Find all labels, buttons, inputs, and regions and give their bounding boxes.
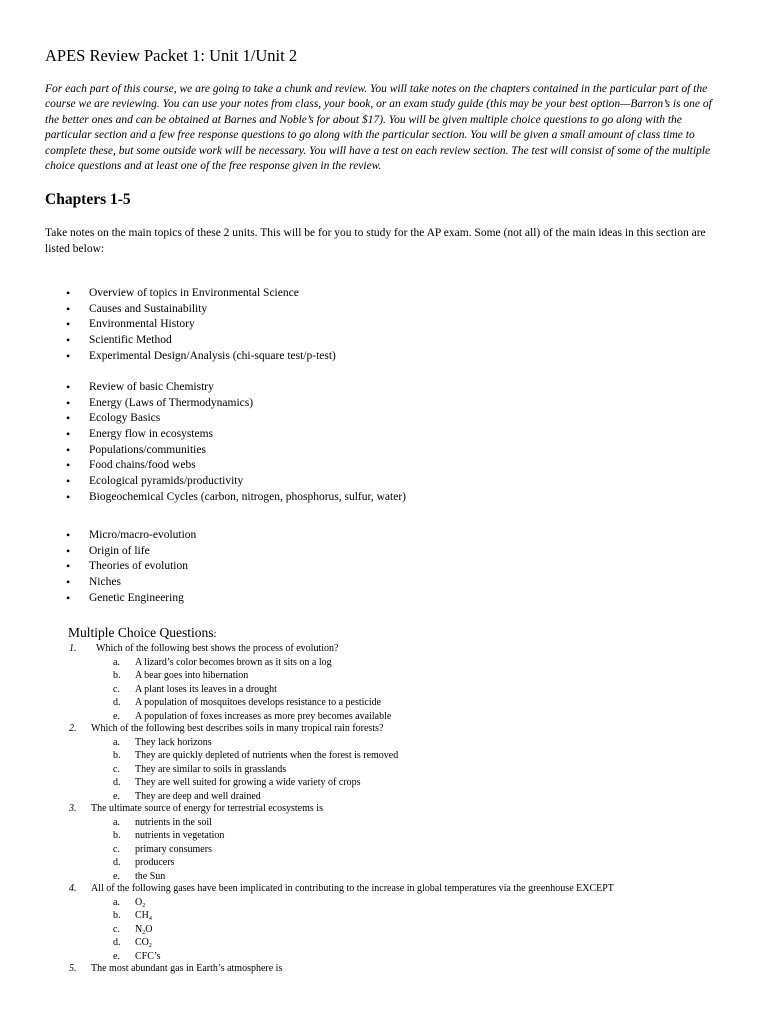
option-text: A bear goes into hibernation xyxy=(135,670,249,682)
question-1-options xyxy=(113,656,391,723)
option-text: nutrients in the soil xyxy=(135,817,212,828)
list-item: • Genetic Engineering xyxy=(66,591,196,607)
question-number: 1. xyxy=(69,643,77,654)
question-text: All of the following gases have been implicated in contributing to the increase in global temperatures via the greenhouse EXCEPT xyxy=(91,883,614,894)
option-text: nutrients in vegetation xyxy=(135,830,225,842)
list-item: • Biogeochemical Cycles (carbon, nitrogen, phosphorus, sulfur, water) xyxy=(66,490,406,506)
answer-option xyxy=(113,749,398,762)
list-item: • Ecology Basics xyxy=(66,411,406,427)
option-letter: b. xyxy=(113,750,121,762)
question-2-options xyxy=(113,736,398,803)
formula-base: CO xyxy=(135,937,149,949)
question-text: The ultimate source of energy for terrestrial ecosystems is xyxy=(91,803,323,814)
option-letter: b. xyxy=(113,910,121,922)
answer-option xyxy=(113,776,398,789)
answer-option xyxy=(113,843,224,856)
option-letter: a. xyxy=(113,737,120,748)
option-letter: a. xyxy=(113,897,120,908)
option-text: A population of foxes increases as more prey becomes available xyxy=(135,710,392,722)
answer-option xyxy=(113,710,391,723)
option-letter: d. xyxy=(113,857,121,869)
answer-option xyxy=(113,829,224,842)
list-item: • Origin of life xyxy=(66,544,196,560)
list-item: • Energy (Laws of Thermodynamics) xyxy=(66,396,406,412)
option-text: They are quickly depleted of nutrients when the forest is removed xyxy=(135,750,399,762)
answer-option xyxy=(113,856,224,869)
topic-list-1 xyxy=(66,286,336,364)
formula-subscript: 2 xyxy=(142,929,146,936)
formula-subscript: 4 xyxy=(148,916,152,923)
list-item: • Energy flow in ecosystems xyxy=(66,427,406,443)
question-number: 4. xyxy=(69,883,77,894)
list-item: • Micro/macro-evolution xyxy=(66,528,196,544)
option-letter: e. xyxy=(113,790,120,802)
question-4-options xyxy=(113,896,161,963)
answer-option xyxy=(113,936,161,949)
question-text: The most abundant gas in Earth’s atmosphere is xyxy=(91,963,283,974)
option-letter: e. xyxy=(113,710,120,722)
answer-option xyxy=(113,950,161,963)
question-number: 2. xyxy=(69,723,77,734)
list-item: • Causes and Sustainability xyxy=(66,302,336,318)
option-text: A lizard’s color becomes brown as it sits on a log xyxy=(135,657,332,668)
answer-option xyxy=(113,736,398,749)
option-letter: c. xyxy=(113,683,120,695)
formula-base: CH xyxy=(135,910,149,922)
answer-option xyxy=(113,696,391,709)
topic-list-3 xyxy=(66,528,196,606)
answer-option xyxy=(113,790,398,803)
option-letter: c. xyxy=(113,843,120,855)
answer-option xyxy=(113,923,161,936)
list-item: • Experimental Design/Analysis (chi-square test/p-test) xyxy=(66,349,336,365)
option-letter: d. xyxy=(113,777,121,789)
option-text: A plant loses its leaves in a drought xyxy=(135,683,277,695)
answer-option xyxy=(113,683,391,696)
question-number: 5. xyxy=(69,963,77,974)
option-letter: c. xyxy=(113,763,120,775)
list-item: • Ecological pyramids/productivity xyxy=(66,474,406,490)
answer-option xyxy=(113,896,161,909)
answer-option xyxy=(113,656,391,669)
list-item: • Overview of topics in Environmental Science xyxy=(66,286,336,302)
list-item: • Scientific Method xyxy=(66,333,336,349)
list-item: • Niches xyxy=(66,575,196,591)
formula-base: O xyxy=(135,897,143,908)
mc-heading-text: Multiple Choice Questions xyxy=(68,625,214,640)
option-letter: a. xyxy=(113,817,120,828)
option-text: They are similar to soils in grasslands xyxy=(135,763,287,775)
option-text: They are deep and well drained xyxy=(135,790,261,802)
list-item: • Theories of evolution xyxy=(66,559,196,575)
option-text: the Sun xyxy=(135,870,166,882)
list-item: • Review of basic Chemistry xyxy=(66,380,406,396)
answer-option xyxy=(113,870,224,883)
formula-base: N xyxy=(135,923,143,935)
option-text: They lack horizons xyxy=(135,737,212,748)
chapters-heading: Chapters 1-5 xyxy=(45,191,131,208)
option-text: producers xyxy=(135,857,175,869)
option-letter: b. xyxy=(113,830,121,842)
option-letter: a. xyxy=(113,657,120,668)
question-3-options xyxy=(113,816,224,883)
option-letter: c. xyxy=(113,923,120,935)
option-letter: d. xyxy=(113,937,121,949)
question-text: Which of the following best shows the process of evolution? xyxy=(96,643,339,654)
list-item: • Environmental History xyxy=(66,317,336,333)
list-item: • Food chains/food webs xyxy=(66,458,406,474)
formula-rest: O xyxy=(145,923,153,935)
option-text: A population of mosquitoes develops resistance to a pesticide xyxy=(135,697,382,709)
option-text: primary consumers xyxy=(135,843,212,855)
formula-base: CFC’s xyxy=(135,950,161,962)
option-letter: b. xyxy=(113,670,121,682)
option-letter: d. xyxy=(113,697,121,709)
list-item: • Populations/communities xyxy=(66,443,406,459)
option-text: They are well suited for growing a wide variety of crops xyxy=(135,777,361,789)
answer-option xyxy=(113,669,391,682)
formula-subscript: 2 xyxy=(148,943,152,950)
answer-option xyxy=(113,816,224,829)
option-letter: e. xyxy=(113,950,120,962)
intro-paragraph: For each part of this course, we are going to take a chunk and review. You will take notes on the chapters contained in the particular part of the course we are reviewing. You can use your notes from class, your book, or an exam study guide (this may be your best option—Barron’s is one of the better ones and can be obtained at Barnes and Noble’s for about $17). You will be given multiple choice questions to go along with the particular section and a few free response questions to go along with the particular section. You will be given a small amount of class time to complete these, but some outside work will be necessary. You will have a test on each review section. The test will consist of some of the multiple choice questions and at least one of the free response given in the review. xyxy=(45,83,712,173)
mc-heading xyxy=(68,625,217,641)
question-text: Which of the following best describes soils in many tropical rain forests? xyxy=(91,723,384,734)
answer-option xyxy=(113,909,161,922)
option-letter: e. xyxy=(113,870,120,882)
answer-option xyxy=(113,763,398,776)
question-number: 3. xyxy=(69,803,77,814)
page-title: APES Review Packet 1: Unit 1/Unit 2 xyxy=(45,46,298,65)
formula-subscript: 2 xyxy=(142,903,146,909)
notes-instructions: Take notes on the main topics of these 2 units. This will be for you to study for the AP exam. Some (not all) of the main ideas in this section are listed below: xyxy=(45,227,706,255)
mc-heading-colon: : xyxy=(213,628,217,640)
topic-list-2 xyxy=(66,380,406,506)
